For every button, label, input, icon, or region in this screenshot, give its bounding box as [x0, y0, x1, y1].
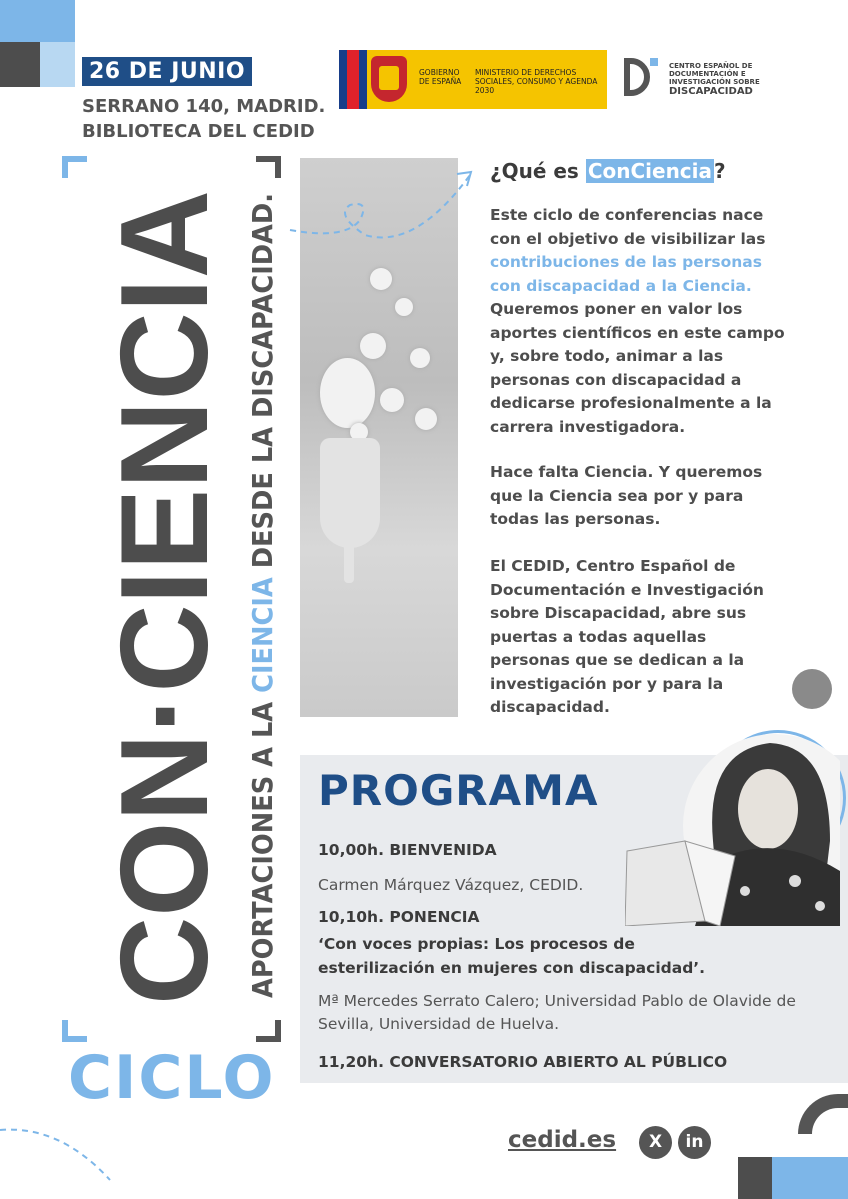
question-highlight: ConCiencia — [587, 159, 713, 183]
coat-of-arms-icon — [371, 56, 407, 102]
vertical-title-graphic — [0, 0, 300, 1199]
title-subtitle: APORTACIONES A LA CIENCIA DESDE LA DISCAPACIDAD. — [247, 165, 279, 998]
about-paragraph-1 — [490, 204, 790, 439]
linkedin-icon[interactable]: in — [678, 1126, 711, 1159]
program-item-2-time: 10,10h. PONENCIA — [318, 908, 480, 926]
program-item-1-time: 10,00h. BIENVENIDA — [318, 841, 497, 859]
flower-icon — [380, 388, 404, 412]
program-item-2-title: ‘Con voces propias: Los procesos de esterilización en mujeres con discapacidad’. — [318, 935, 706, 977]
decor-circle — [792, 669, 832, 709]
address-line-2: BIBLIOTECA DEL CEDID — [82, 121, 315, 142]
flower-icon — [415, 408, 437, 430]
dashed-arrow-icon — [285, 160, 485, 250]
title-main: CON·CIENCIA — [96, 178, 234, 1005]
cedid-logo-big: DISCAPACIDAD — [669, 86, 753, 97]
about-paragraph-2: Hace falta Ciencia. Y queremos que la Ciencia sea por y para todas las personas. — [490, 463, 763, 528]
eu-flag-icon — [339, 50, 367, 109]
cedid-logo-text — [669, 62, 769, 98]
address-line-1: SERRANO 140, MADRID. — [82, 96, 326, 117]
decor-square-grey-bottom — [738, 1157, 772, 1199]
gobierno-text: GOBIERNO DE ESPAÑA — [419, 68, 462, 86]
programa-heading: PROGRAMA — [318, 766, 599, 815]
flower-icon — [360, 333, 386, 359]
gobierno-logo — [339, 50, 607, 109]
flower-icon — [395, 298, 413, 316]
question-prefix: ¿Qué es — [490, 159, 586, 183]
x-twitter-icon[interactable]: X — [639, 1126, 672, 1159]
menstrual-cup-shape — [320, 438, 380, 548]
flower-icon — [370, 268, 392, 290]
program-item-3-time: 11,20h. CONVERSATORIO ABIERTO AL PÚBLICO — [318, 1053, 728, 1071]
ministerio-text: MINISTERIO DE DERECHOS SOCIALES, CONSUMO Y AGENDA 2030 — [475, 68, 598, 95]
about-question — [490, 159, 726, 183]
cedid-dot-icon — [650, 58, 658, 66]
program-item-2-detail: Mª Mercedes Serrato Calero; Universidad Pablo de Olavide de Sevilla, Universidad de Huelva. — [318, 992, 796, 1033]
ciclo-label: CICLO — [68, 1043, 276, 1113]
event-date: 26 DE JUNIO — [82, 57, 252, 86]
flower-icon — [410, 348, 430, 368]
p1-text-highlight: contribuciones de las personas con discapacidad a la Ciencia. — [490, 253, 762, 295]
website-link[interactable]: cedid.es — [508, 1127, 617, 1153]
cedid-logo-small: CENTRO ESPAÑOL DE DOCUMENTACIÓN E INVESTIGACIÓN SOBRE — [669, 62, 760, 86]
cedid-d-icon — [624, 58, 650, 96]
cedid-logo — [614, 52, 768, 108]
program-item-1-detail: Carmen Márquez Vázquez, CEDID. — [318, 876, 584, 894]
decor-square-blue-bottom — [772, 1157, 848, 1199]
question-suffix: ? — [714, 159, 726, 183]
p1-text-a: Este ciclo de conferencias nace con el objetivo de visibilizar las — [490, 206, 766, 248]
p1-text-b: Queremos poner en valor los aportes científicos en este campo y, sobre todo, animar a las personas con discapacidad a dedicarse profesionalmente a la carrera investigadora. — [490, 300, 785, 436]
flower-icon — [320, 358, 375, 428]
decor-corner-arc — [798, 1094, 848, 1134]
speaker-portrait — [625, 731, 840, 926]
about-paragraph-3: El CEDID, Centro Español de Documentación e Investigación sobre Discapacidad, abre sus puertas a todas aquellas personas que se dedican a la investigación por y para la discapacidad. — [490, 557, 764, 716]
